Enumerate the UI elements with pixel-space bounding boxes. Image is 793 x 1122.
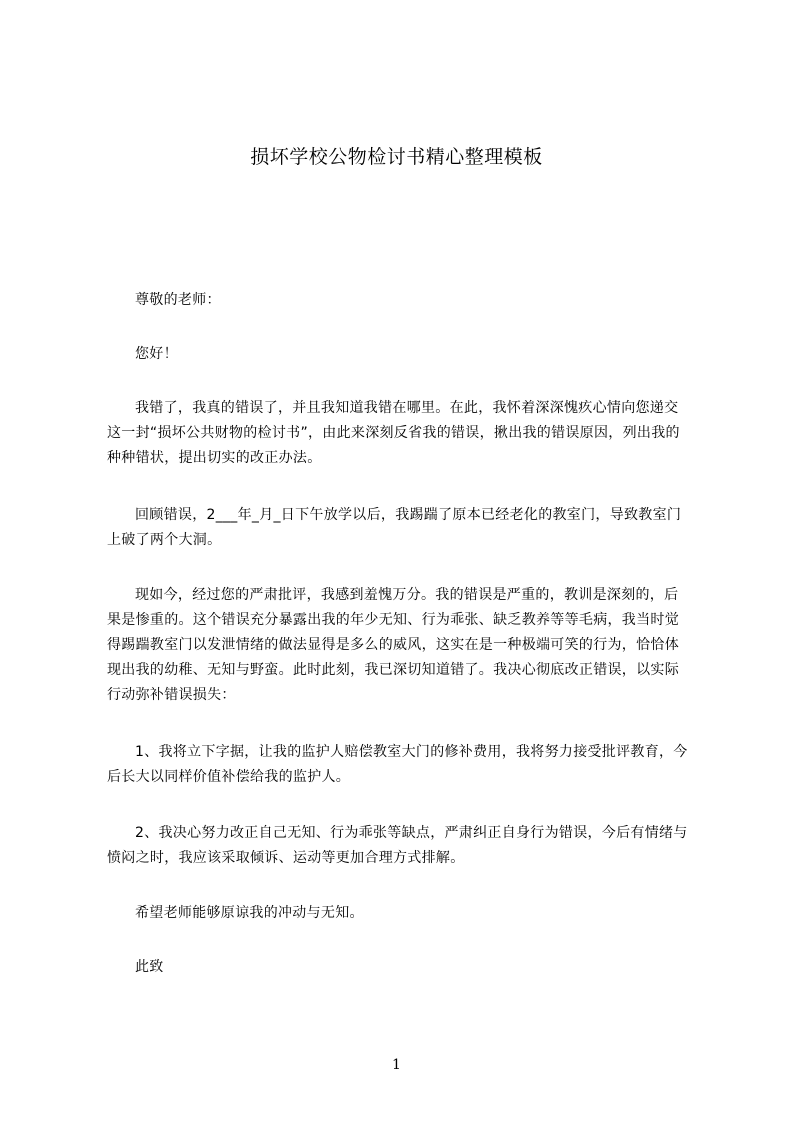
document-title: 损坏学校公物检讨书精心整理模板 (250, 146, 543, 168)
page-number: 1 (392, 1057, 401, 1073)
paragraph-commitment-1: 1、我将立下字据，让我的监护人赔偿教室大门的修补费用，我将努力接受批评教育，今后长大以同样价值补偿给我的监护人。 (107, 744, 688, 785)
paragraph-hope: 希望老师能够原谅我的冲动与无知。 (135, 905, 364, 921)
closing: 此致 (135, 959, 164, 975)
paragraph-commitment-2: 2、我决心努力改正自己无知、行为乖张等缺点，严肃纠正自身行为错误，今后有情绪与愤闷之时，我应该采取倾诉、运动等更加合理方式排解。 (107, 825, 688, 866)
salutation: 尊敬的老师： (135, 292, 221, 308)
paragraph-apology: 我错了，我真的错误了，并且我知道我错在哪里。在此，我怀着深深愧疚心情向您递交这一封“损坏公共财物的检讨书”，由此来深刻反省我的错误，揪出我的错误原因，列出我的种种错状，提出切实的改正办法。 (107, 400, 680, 466)
paragraph-reflection: 现如今，经过您的严肃批评，我感到羞愧万分。我的错误是严重的，教训是深刻的，后果是惨重的。这个错误充分暴露出我的年少无知、行为乖张、缺乏教养等等毛病，我当时觉得踢踹教室门以发泄情绪的做法显得是多么的威风，这实在是一种极端可笑的行为，恰恰体现出我的幼稚、无知与野蛮。此时此刻，我已深切知道错了。我决心彻底改正错误，以实际行动弥补错误损失： (107, 587, 679, 703)
greeting: 您好！ (135, 346, 178, 362)
paragraph-review: 回顾错误，2___年_月_日下午放学以后，我踢踹了原本已经老化的教室门，导致教室门上破了两个大洞。 (107, 507, 682, 548)
